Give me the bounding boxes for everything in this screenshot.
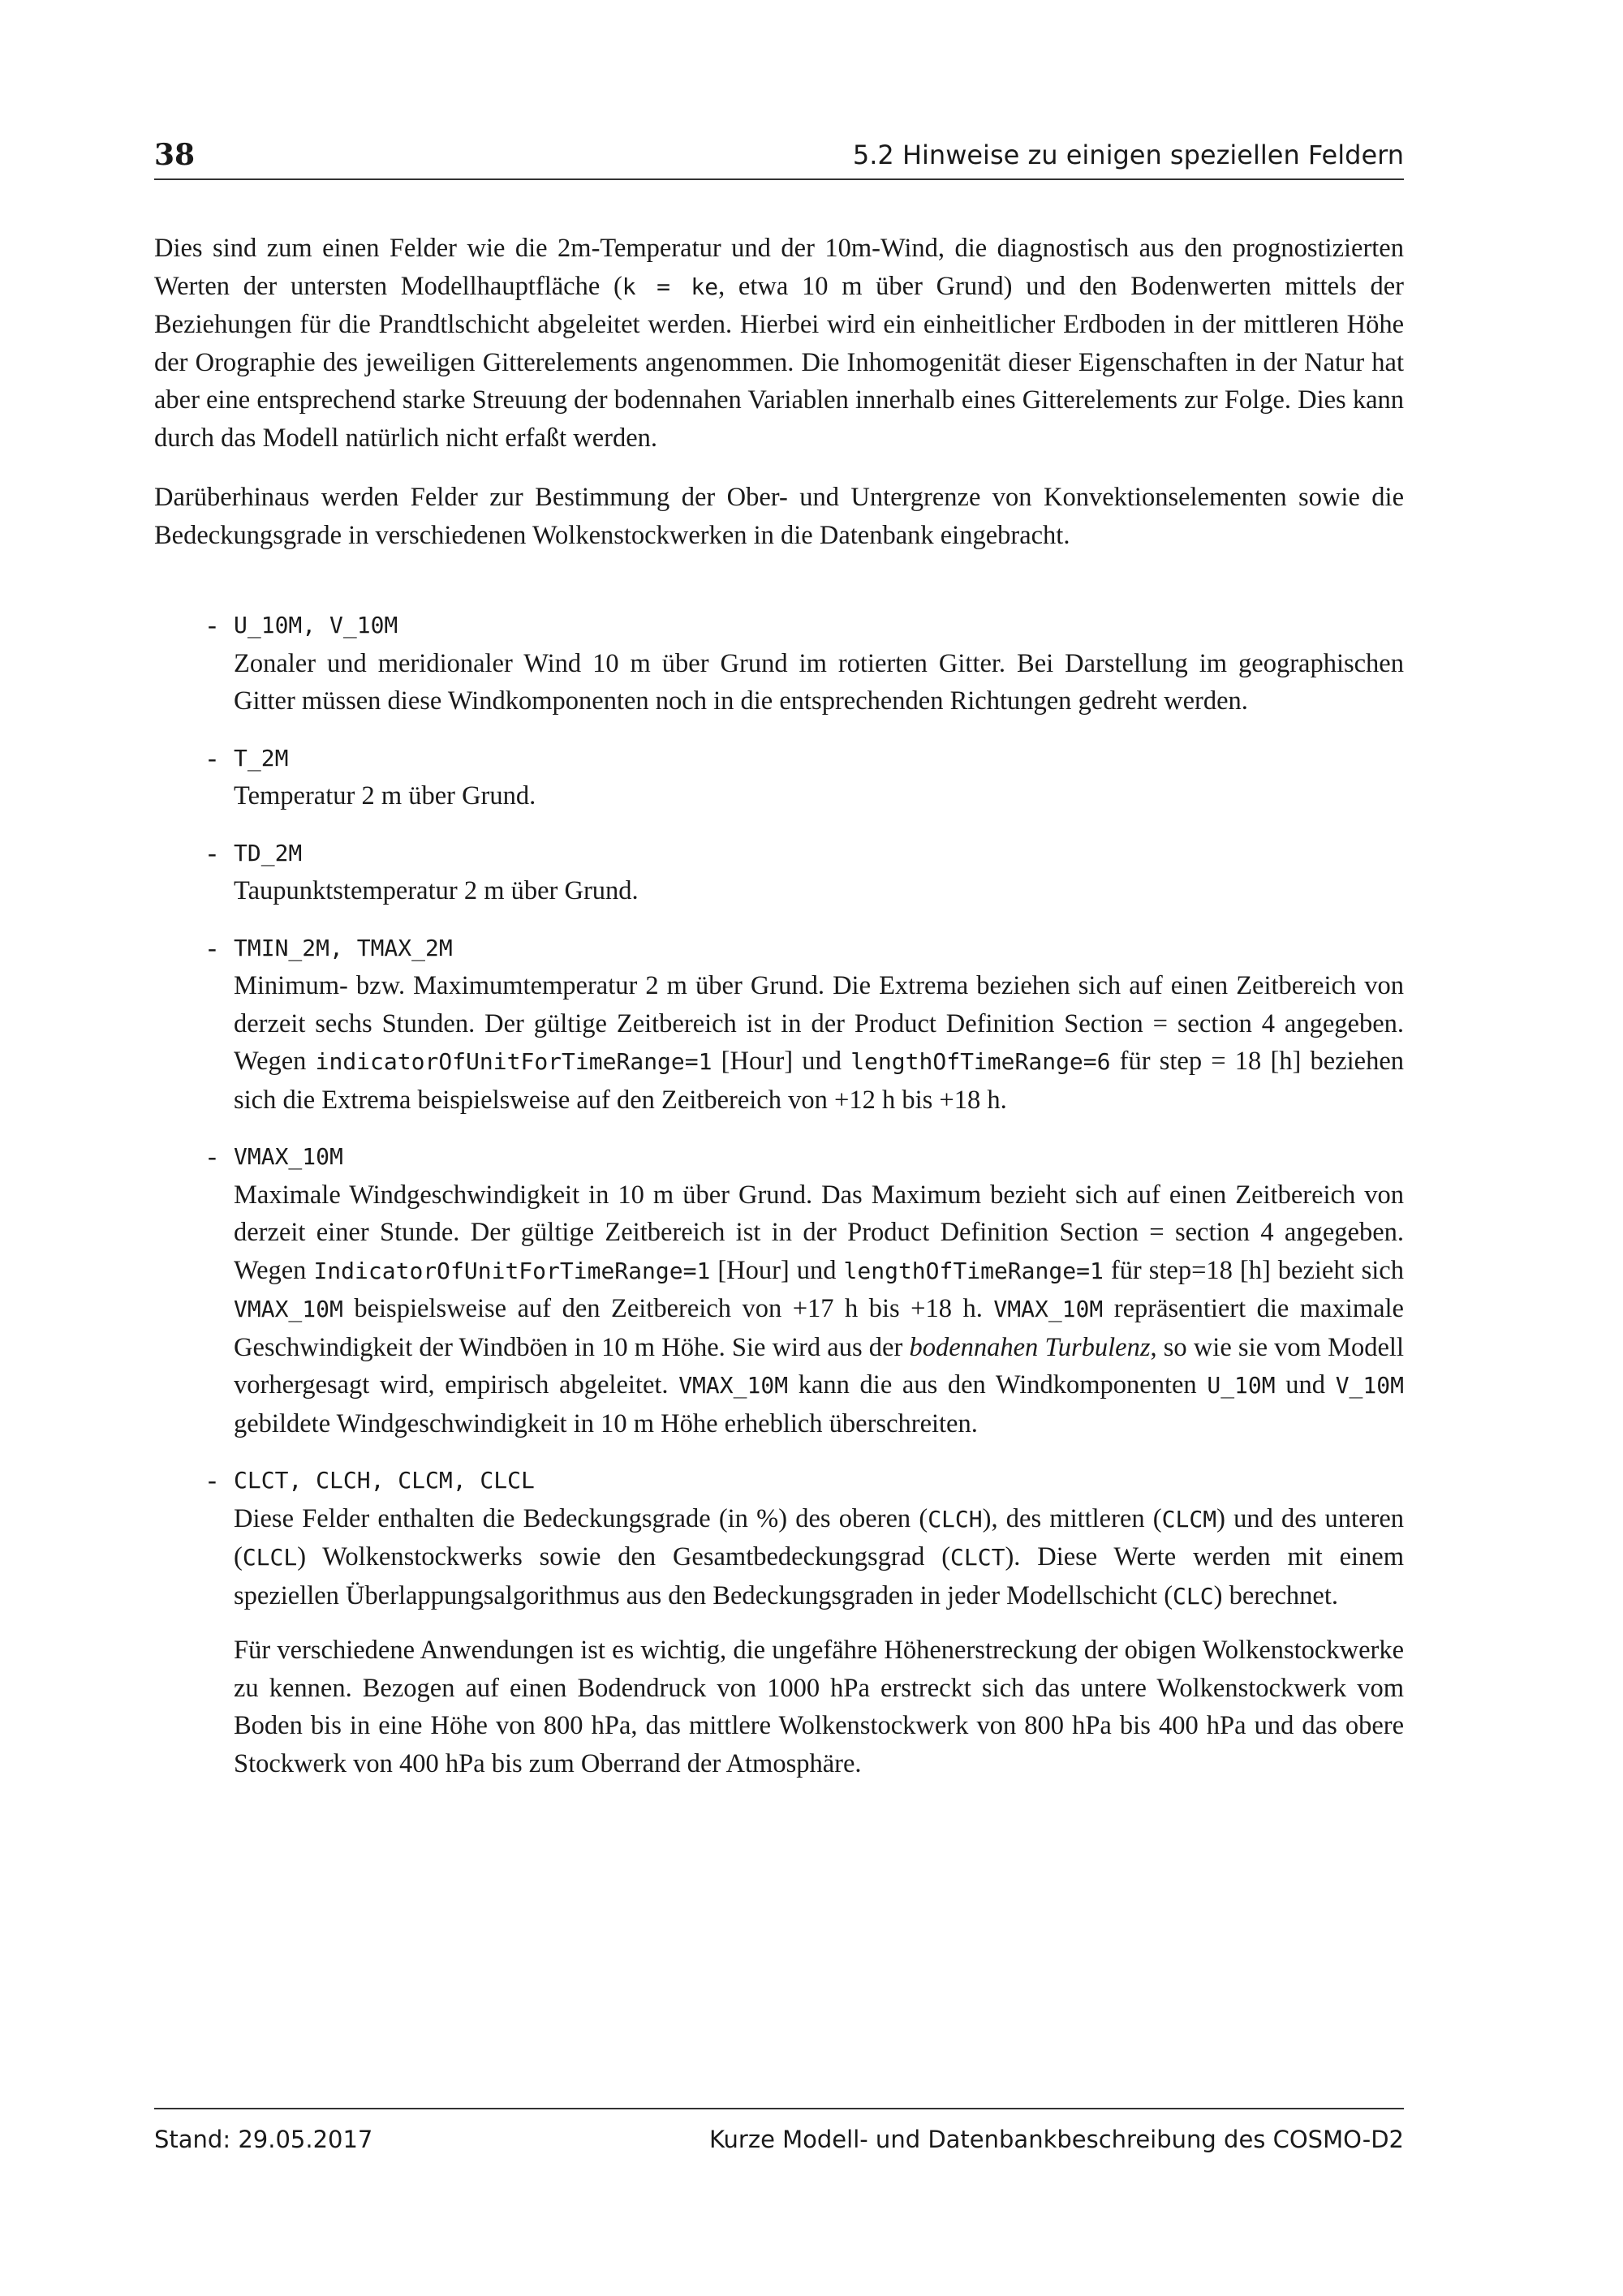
page-header (154, 138, 1404, 180)
list-dash: - (208, 1142, 217, 1172)
text-run: Maximale Windgeschwindigkeit in 10 m über Grund. Das Maximum bezieht sich auf einen Zeitbereich von derzeit einer Stunde. Der gültige Zeitbereich ist in der Product Definition Section = section 4 angegeben. Wegen (234, 1180, 1404, 1285)
field-term: TMIN_2M, TMAX_2M (234, 934, 453, 961)
code-run: lengthOfTimeRange=6 (850, 1048, 1111, 1075)
list-item-t2m (154, 740, 1404, 815)
text-run: ). Diese Werte werden mit einem speziellen Überlappungsalgorithmus aus den Bedeckungsgraden in jeder Modellschicht ( (234, 1542, 1405, 1610)
code-run: CLCM (1161, 1505, 1217, 1533)
code-run: CLC (1173, 1582, 1214, 1610)
text-run: und (1275, 1370, 1336, 1400)
field-term: VMAX_10M (234, 1143, 343, 1170)
text-run: beispielsweise auf den Zeitbereich von +17 h bis +18 h. (342, 1294, 994, 1323)
code-run: indicatorOfUnitForTimeRange=1 (315, 1048, 712, 1075)
text-run: ), des mittleren ( (982, 1503, 1162, 1533)
text-run: ) und des unteren ( (234, 1503, 1404, 1572)
text-run: Dies sind zum einen Felder wie die 2m-Temperatur und der 10m-Wind, die diagnostisch aus den prognostizierten Werten der untersten Modellhauptfläche ( (154, 234, 1404, 301)
code-k-ke: k = ke (622, 273, 719, 300)
footer-date: Stand: 29.05.2017 (154, 2126, 373, 2153)
page-number: 38 (154, 138, 196, 172)
list-dash: - (208, 933, 217, 963)
text-run: ) Wolkenstockwerks sowie den Gesamtbedeckungsgrad ( (297, 1542, 951, 1572)
text-run: kann die aus den Windkomponenten (788, 1370, 1208, 1400)
code-run: IndicatorOfUnitForTimeRange=1 (313, 1257, 711, 1284)
field-term: U_10M, V_10M (234, 612, 398, 638)
code-run: CLCT (950, 1544, 1005, 1571)
code-run: VMAX_10M (678, 1372, 789, 1399)
field-term: CLCT, CLCH, CLCM, CLCL (234, 1467, 535, 1494)
list-item-clc (154, 1462, 1404, 1782)
text-run: für step=18 [h] bezieht sich (1103, 1255, 1404, 1285)
intro-paragraph-1 (154, 230, 1404, 457)
list-item-vmax (154, 1138, 1404, 1443)
field-description (234, 1500, 1404, 1783)
text-run: , so wie sie vom Modell vorhergesagt wird, empirisch abgeleitet. (234, 1332, 1404, 1400)
code-run: VMAX_10M (234, 1296, 343, 1322)
text-run: ) berechnet. (1213, 1580, 1339, 1610)
field-term: TD_2M (234, 839, 303, 866)
text-run: gebildete Windgeschwindigkeit in 10 m Höhe erheblich überschreiten. (234, 1408, 978, 1438)
page-body (154, 230, 1405, 1778)
text-run: repräsentiert die maximale Geschwindigkeit der Windböen in 10 m Höhe. Sie wird aus der (234, 1294, 1404, 1362)
running-head: 5.2 Hinweise zu einigen speziellen Feldern (852, 140, 1404, 170)
page-footer (154, 2108, 1404, 2158)
field-list (154, 607, 1404, 1782)
field-description: Temperatur 2 m über Grund. (234, 781, 536, 810)
list-dash: - (208, 1466, 217, 1495)
text-run: [Hour] und (710, 1255, 844, 1285)
field-description (234, 1176, 1404, 1443)
list-dash: - (208, 743, 217, 773)
text-run: für step = 18 [h] beziehen sich die Extrema beispielsweise auf den Zeitbereich von +12 h bis +18 h. (234, 1047, 1404, 1115)
clc-paragraph-2: Für verschiedene Anwendungen ist es wichtig, die ungefähre Höhenerstreckung der obigen Wolkenstockwerke zu kennen. Bezogen auf einen Bodendruck von 1000 hPa erstreckt sich das untere Wolkenstockwerk vom Boden bis in eine Höhe von 800 hPa, das mittlere Wolkenstockwerk von 800 hPa bis 400 hPa und das obere Stockwerk von 400 hPa bis zum Oberrand der Atmosphäre. (234, 1636, 1404, 1778)
list-item-td2m (154, 835, 1404, 910)
list-item-tminmax (154, 930, 1404, 1120)
text-run: Diese Felder enthalten die Bedeckungsgrade (in %) des oberen ( (234, 1503, 928, 1533)
text-run: [Hour] und (712, 1047, 851, 1076)
field-description (234, 967, 1404, 1119)
footer-title: Kurze Modell- und Datenbankbeschreibung des COSMO-D2 (708, 2126, 1404, 2153)
code-run: lengthOfTimeRange=1 (843, 1257, 1104, 1284)
code-run: CLCH (928, 1505, 983, 1533)
field-term: T_2M (234, 744, 289, 772)
field-description: Zonaler und meridionaler Wind 10 m über Grund im rotierten Gitter. Bei Darstellung im geographischen Gitter müssen diese Windkomponenten noch in die entsprechenden Richtungen gedreht werden. (234, 648, 1404, 716)
code-run: CLCL (242, 1544, 298, 1571)
italic-term: bodennahen Turbulenz (909, 1332, 1151, 1362)
text-run: , etwa 10 m über Grund) und den Bodenwerten mittels der Beziehungen für die Prandtlschicht abgeleitet werden. Hierbei wird ein einheitlicher Erdboden in der mittleren Höhe der Orographie des jeweiligen Gitterelements angenommen. Die Inhomogenität dieser Eigenschaften in der Natur hat aber eine entsprechend starke Streuung der bodennahen Variablen innerhalb eines Gitterelements zur Folge. Dies kann durch das Modell natürlich nicht erfaßt werden. (154, 271, 1404, 453)
field-description: Taupunktstemperatur 2 m über Grund. (234, 876, 639, 905)
clc-paragraph-1 (234, 1500, 1404, 1616)
list-dash: - (208, 838, 217, 868)
code-run: VMAX_10M (993, 1296, 1104, 1322)
code-run: V_10M (1335, 1372, 1404, 1399)
intro-paragraph-2: Darüberhinaus werden Felder zur Bestimmung der Ober- und Untergrenze von Konvektionselementen sowie die Bedeckungsgrade in verschiedenen Wolkenstockwerken in die Datenbank eingebracht. (154, 483, 1404, 550)
list-dash: - (208, 611, 217, 640)
code-run: U_10M (1207, 1372, 1276, 1399)
text-run: Minimum- bzw. Maximumtemperatur 2 m über Grund. Die Extrema beziehen sich auf einen Zeitbereich von derzeit sechs Stunden. Der gültige Zeitbereich ist in der Product Definition Section = section 4 angegeben. Wegen (234, 971, 1404, 1076)
list-item-wind (154, 607, 1404, 720)
